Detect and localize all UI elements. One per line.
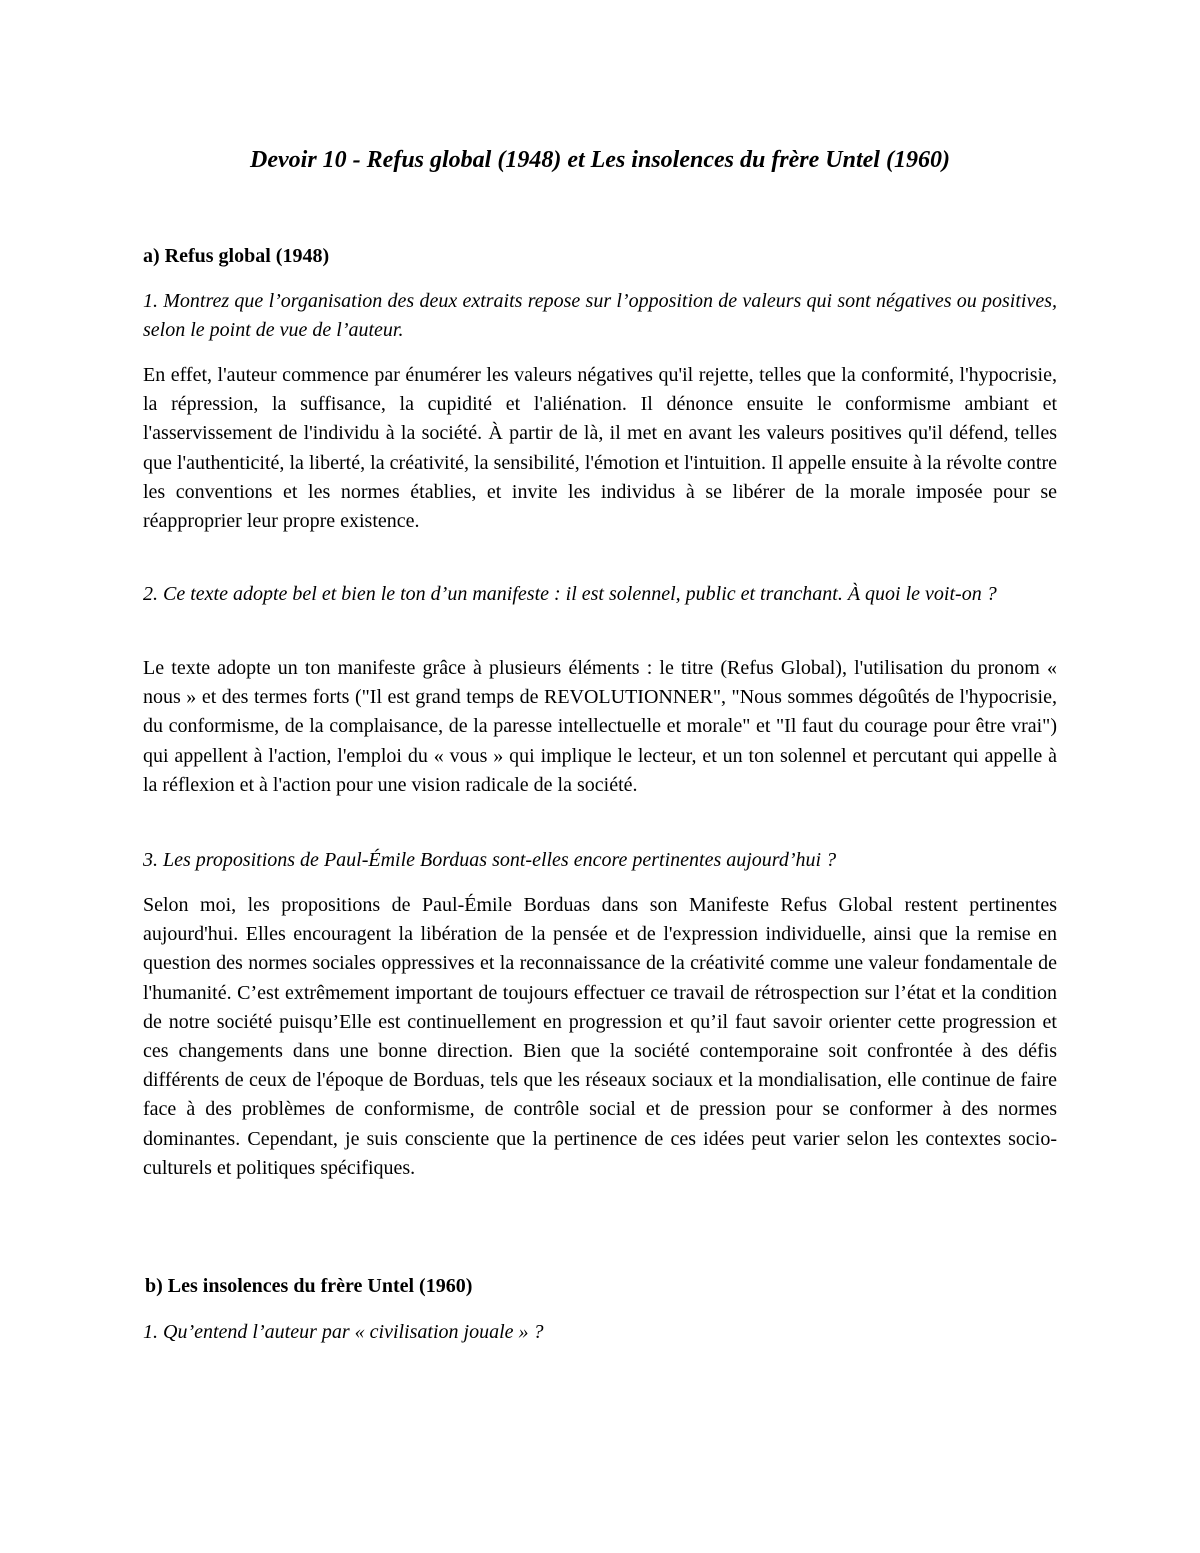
section-a-question-2: 2. Ce texte adopte bel et bien le ton d’un manifeste : il est solennel, public et tranchant. À quoi le voit-on ? bbox=[143, 583, 997, 605]
section-a-question-1: 1. Montrez que l’organisation des deux extraits repose sur l’opposition de valeurs qui sont négatives ou positives, selon le point de vue de l’auteur. bbox=[143, 290, 1057, 341]
section-b-heading: b) Les insolences du frère Untel (1960) bbox=[145, 1275, 473, 1297]
section-a-answer-1: En effet, l'auteur commence par énumérer les valeurs négatives qu'il rejette, telles que la conformité, l'hypocrisie, la répression, la suffisance, la cupidité et l'aliénation. Il dénonce ensuite le conformisme ambiant et l'asservissement de l'individu à la société. À partir de là, il met en avant les valeurs positives qu'il défend, telles que l'authenticité, la liberté, la créativité, la sensibilité, l'émotion et l'intuition. Il appelle ensuite à la révolte contre les conventions et les normes établies, et invite les individus à se libérer de la morale imposée pour se réapproprier leur propre existence. bbox=[143, 364, 1057, 533]
section-a-answer-3: Selon moi, les propositions de Paul-Émile Borduas dans son Manifeste Refus Global restent pertinentes aujourd'hui. Elles encouragent la libération de la pensée et de l'expression individuelle, ainsi que la remise en question des normes sociales oppressives et la reconnaissance de la créativité comme une valeur fondamentale de l'humanité. C’est extrêmement important de toujours effectuer ce travail de rétrospection sur l’état et la condition de notre société puisqu’Elle est continuellement en progression et qu’il faut savoir orienter cette progression et ces changements dans une bonne direction. Bien que la société contemporaine soit confrontée à des défis différents de ceux de l'époque de Borduas, tels que les réseaux sociaux et la mondialisation, elle continue de faire face à des problèmes de conformisme, de contrôle social et de pression pour se conformer à des normes dominantes. Cependant, je suis consciente que la pertinence de ces idées peut varier selon les contextes socio-culturels et politiques spécifiques. bbox=[143, 894, 1057, 1179]
section-a-heading: a) Refus global (1948) bbox=[143, 245, 330, 267]
section-a-answer-2: Le texte adopte un ton manifeste grâce à plusieurs éléments : le titre (Refus Global), l'utilisation du pronom « nous » et des termes forts ("Il est grand temps de REVOLUTIONNER", "Nous sommes dégoûtés de l'hypocrisie, du conformisme, de la complaisance, de la paresse intellectuelle et morale" et "Il faut du courage pour être vrai") qui appellent à l'action, l'emploi du « vous » qui implique le lecteur, et un ton solennel et percutant qui appelle à la réflexion et à l'action pour une vision radicale de la société. bbox=[143, 657, 1057, 796]
section-a-question-3: 3. Les propositions de Paul-Émile Borduas sont-elles encore pertinentes aujourd’hui ? bbox=[143, 849, 837, 871]
document-title: Devoir 10 - Refus global (1948) et Les insolences du frère Untel (1960) bbox=[250, 147, 950, 173]
section-b-question-1: 1. Qu’entend l’auteur par « civilisation jouale » ? bbox=[143, 1321, 544, 1343]
